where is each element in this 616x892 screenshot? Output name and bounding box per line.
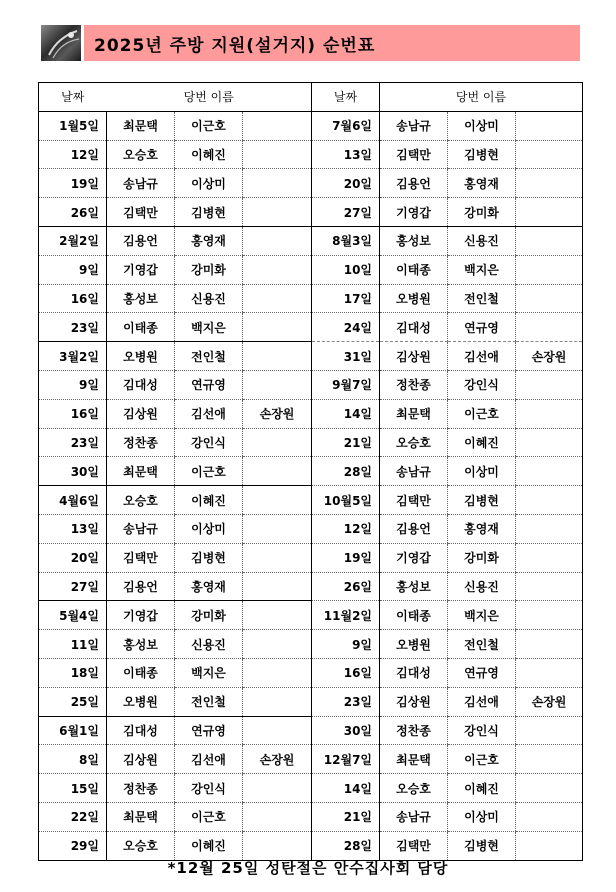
name-cell: 이태종 bbox=[380, 601, 448, 630]
header-date-left: 날짜 bbox=[39, 83, 107, 112]
name-cell: 기영갑 bbox=[380, 198, 448, 227]
name-cell: 김상원 bbox=[107, 399, 175, 428]
name-cell: 정찬종 bbox=[107, 428, 175, 457]
name-cell: 강미화 bbox=[175, 601, 243, 630]
header-names-right: 당번 이름 bbox=[380, 83, 583, 112]
table-row bbox=[39, 745, 583, 774]
name-cell: 최문택 bbox=[380, 745, 448, 774]
name-cell bbox=[516, 572, 583, 601]
name-cell: 강미화 bbox=[175, 255, 243, 284]
name-cell: 이상미 bbox=[175, 169, 243, 198]
name-cell bbox=[516, 399, 583, 428]
name-cell: 정찬종 bbox=[380, 716, 448, 745]
date-cell: 23일 bbox=[312, 687, 380, 716]
name-cell bbox=[243, 313, 312, 342]
name-cell bbox=[243, 226, 312, 255]
date-cell: 10일 bbox=[312, 255, 380, 284]
table-row bbox=[39, 831, 583, 860]
name-cell: 강인식 bbox=[175, 428, 243, 457]
name-cell: 이혜진 bbox=[175, 831, 243, 860]
name-cell bbox=[516, 630, 583, 659]
name-cell bbox=[516, 313, 583, 342]
name-cell bbox=[243, 428, 312, 457]
name-cell: 최문택 bbox=[380, 399, 448, 428]
logo-image bbox=[41, 25, 81, 61]
date-cell: 21일 bbox=[312, 802, 380, 831]
name-cell: 강인식 bbox=[448, 370, 516, 399]
date-cell: 19일 bbox=[39, 169, 107, 198]
name-cell: 김택만 bbox=[380, 831, 448, 860]
date-cell: 12일 bbox=[312, 514, 380, 543]
name-cell bbox=[516, 774, 583, 803]
name-cell: 전인철 bbox=[448, 630, 516, 659]
header-date-right: 날짜 bbox=[312, 83, 380, 112]
date-cell: 30일 bbox=[39, 457, 107, 486]
name-cell bbox=[243, 716, 312, 745]
name-cell bbox=[243, 457, 312, 486]
header-names-left: 당번 이름 bbox=[107, 83, 312, 112]
name-cell bbox=[516, 198, 583, 227]
name-cell bbox=[516, 543, 583, 572]
table-row bbox=[39, 226, 583, 255]
date-cell: 16일 bbox=[312, 658, 380, 687]
name-cell bbox=[516, 284, 583, 313]
table-row bbox=[39, 658, 583, 687]
date-cell: 19일 bbox=[312, 543, 380, 572]
name-cell: 전인철 bbox=[175, 342, 243, 371]
name-cell: 오승호 bbox=[107, 486, 175, 515]
name-cell: 송남규 bbox=[107, 514, 175, 543]
date-cell: 28일 bbox=[312, 457, 380, 486]
name-cell: 김선애 bbox=[448, 687, 516, 716]
table-row bbox=[39, 716, 583, 745]
name-cell: 오병원 bbox=[107, 342, 175, 371]
name-cell: 이혜진 bbox=[448, 428, 516, 457]
name-cell: 백지은 bbox=[448, 601, 516, 630]
table-row bbox=[39, 399, 583, 428]
table-row bbox=[39, 198, 583, 227]
table-row bbox=[39, 428, 583, 457]
name-cell: 송남규 bbox=[380, 111, 448, 140]
name-cell: 백지은 bbox=[175, 313, 243, 342]
schedule-table bbox=[38, 82, 583, 861]
name-cell: 강미화 bbox=[448, 198, 516, 227]
name-cell: 홍성보 bbox=[380, 572, 448, 601]
name-cell: 기영갑 bbox=[107, 255, 175, 284]
name-cell: 송남규 bbox=[380, 457, 448, 486]
table-row bbox=[39, 486, 583, 515]
date-cell: 23일 bbox=[39, 313, 107, 342]
name-cell bbox=[243, 658, 312, 687]
name-cell: 백지은 bbox=[175, 658, 243, 687]
date-cell: 13일 bbox=[312, 140, 380, 169]
name-cell bbox=[243, 774, 312, 803]
name-cell: 김상원 bbox=[380, 687, 448, 716]
name-cell: 김택만 bbox=[380, 486, 448, 515]
name-cell: 김대성 bbox=[107, 370, 175, 399]
name-cell: 전인철 bbox=[175, 687, 243, 716]
name-cell: 손장원 bbox=[516, 687, 583, 716]
name-cell: 신용진 bbox=[175, 284, 243, 313]
name-cell: 오승호 bbox=[107, 831, 175, 860]
name-cell bbox=[516, 370, 583, 399]
name-cell: 김병현 bbox=[448, 831, 516, 860]
name-cell: 홍영재 bbox=[175, 572, 243, 601]
name-cell: 김용언 bbox=[107, 226, 175, 255]
date-cell: 23일 bbox=[39, 428, 107, 457]
name-cell: 정찬종 bbox=[107, 774, 175, 803]
name-cell: 연규영 bbox=[175, 370, 243, 399]
name-cell bbox=[243, 342, 312, 371]
title-bar bbox=[84, 25, 580, 61]
name-cell: 김용언 bbox=[380, 514, 448, 543]
name-cell: 이상미 bbox=[448, 457, 516, 486]
name-cell: 신용진 bbox=[448, 226, 516, 255]
name-cell bbox=[243, 543, 312, 572]
name-cell: 이혜진 bbox=[448, 774, 516, 803]
name-cell: 이태종 bbox=[380, 255, 448, 284]
name-cell bbox=[516, 745, 583, 774]
date-cell: 8일 bbox=[39, 745, 107, 774]
name-cell: 홍성보 bbox=[380, 226, 448, 255]
date-cell: 7월6일 bbox=[312, 111, 380, 140]
date-cell: 27일 bbox=[39, 572, 107, 601]
name-cell bbox=[243, 198, 312, 227]
date-cell: 9일 bbox=[39, 370, 107, 399]
name-cell: 김상원 bbox=[380, 342, 448, 371]
name-cell bbox=[516, 226, 583, 255]
date-cell: 14일 bbox=[312, 399, 380, 428]
name-cell bbox=[516, 428, 583, 457]
table-row bbox=[39, 255, 583, 284]
date-cell: 8월3일 bbox=[312, 226, 380, 255]
name-cell: 연규영 bbox=[175, 716, 243, 745]
name-cell: 백지은 bbox=[448, 255, 516, 284]
name-cell: 오승호 bbox=[380, 428, 448, 457]
date-cell: 27일 bbox=[312, 198, 380, 227]
name-cell: 연규영 bbox=[448, 658, 516, 687]
name-cell: 이상미 bbox=[448, 111, 516, 140]
table-row bbox=[39, 630, 583, 659]
name-cell bbox=[243, 370, 312, 399]
name-cell bbox=[516, 802, 583, 831]
name-cell bbox=[516, 601, 583, 630]
name-cell: 김용언 bbox=[107, 572, 175, 601]
name-cell bbox=[243, 630, 312, 659]
table-row bbox=[39, 313, 583, 342]
name-cell: 손장원 bbox=[243, 399, 312, 428]
date-cell: 16일 bbox=[39, 284, 107, 313]
date-cell: 3월2일 bbox=[39, 342, 107, 371]
date-cell: 13일 bbox=[39, 514, 107, 543]
name-cell: 김병현 bbox=[448, 140, 516, 169]
date-cell: 25일 bbox=[39, 687, 107, 716]
date-cell: 26일 bbox=[39, 198, 107, 227]
date-cell: 11일 bbox=[39, 630, 107, 659]
table-row bbox=[39, 601, 583, 630]
name-cell: 기영갑 bbox=[380, 543, 448, 572]
table-row bbox=[39, 111, 583, 140]
name-cell bbox=[516, 255, 583, 284]
table-row bbox=[39, 370, 583, 399]
name-cell: 손장원 bbox=[243, 745, 312, 774]
name-cell: 홍성보 bbox=[107, 630, 175, 659]
name-cell bbox=[516, 111, 583, 140]
page-title: 2025년 주방 지원(설거지) 순번표 bbox=[94, 35, 376, 56]
table-row bbox=[39, 342, 583, 371]
table-row bbox=[39, 802, 583, 831]
name-cell: 송남규 bbox=[107, 169, 175, 198]
name-cell: 전인철 bbox=[448, 284, 516, 313]
name-cell bbox=[243, 831, 312, 860]
name-cell bbox=[243, 514, 312, 543]
name-cell bbox=[243, 802, 312, 831]
name-cell: 김택만 bbox=[107, 543, 175, 572]
date-cell: 14일 bbox=[312, 774, 380, 803]
name-cell bbox=[243, 111, 312, 140]
name-cell: 홍영재 bbox=[175, 226, 243, 255]
table-row bbox=[39, 140, 583, 169]
table-row bbox=[39, 284, 583, 313]
name-cell: 김선애 bbox=[175, 745, 243, 774]
date-cell: 29일 bbox=[39, 831, 107, 860]
name-cell: 정찬종 bbox=[380, 370, 448, 399]
date-cell: 20일 bbox=[312, 169, 380, 198]
date-cell: 28일 bbox=[312, 831, 380, 860]
name-cell: 최문택 bbox=[107, 111, 175, 140]
date-cell: 12일 bbox=[39, 140, 107, 169]
name-cell: 오병원 bbox=[107, 687, 175, 716]
table-row bbox=[39, 457, 583, 486]
date-cell: 9일 bbox=[39, 255, 107, 284]
name-cell: 홍영재 bbox=[448, 514, 516, 543]
name-cell: 홍성보 bbox=[107, 284, 175, 313]
name-cell: 송남규 bbox=[380, 802, 448, 831]
name-cell: 오병원 bbox=[380, 284, 448, 313]
name-cell bbox=[516, 140, 583, 169]
header-row bbox=[39, 83, 583, 112]
name-cell: 이근호 bbox=[175, 802, 243, 831]
table-row bbox=[39, 687, 583, 716]
date-cell: 2월2일 bbox=[39, 226, 107, 255]
name-cell: 김상원 bbox=[107, 745, 175, 774]
name-cell: 이태종 bbox=[107, 658, 175, 687]
date-cell: 12월7일 bbox=[312, 745, 380, 774]
table-row bbox=[39, 572, 583, 601]
name-cell: 이근호 bbox=[448, 745, 516, 774]
name-cell: 최문택 bbox=[107, 802, 175, 831]
name-cell bbox=[243, 169, 312, 198]
name-cell: 김대성 bbox=[380, 313, 448, 342]
name-cell: 김용언 bbox=[380, 169, 448, 198]
date-cell: 9일 bbox=[312, 630, 380, 659]
table-row bbox=[39, 514, 583, 543]
name-cell: 김택만 bbox=[380, 140, 448, 169]
name-cell: 김택만 bbox=[107, 198, 175, 227]
name-cell: 신용진 bbox=[175, 630, 243, 659]
name-cell: 이혜진 bbox=[175, 140, 243, 169]
date-cell: 6월1일 bbox=[39, 716, 107, 745]
name-cell: 신용진 bbox=[448, 572, 516, 601]
date-cell: 24일 bbox=[312, 313, 380, 342]
date-cell: 4월6일 bbox=[39, 486, 107, 515]
name-cell bbox=[243, 284, 312, 313]
name-cell bbox=[243, 687, 312, 716]
name-cell: 이혜진 bbox=[175, 486, 243, 515]
name-cell: 강인식 bbox=[448, 716, 516, 745]
name-cell: 이상미 bbox=[448, 802, 516, 831]
name-cell bbox=[516, 831, 583, 860]
name-cell bbox=[243, 601, 312, 630]
name-cell: 김대성 bbox=[380, 658, 448, 687]
name-cell: 김선애 bbox=[448, 342, 516, 371]
name-cell bbox=[516, 514, 583, 543]
table-row bbox=[39, 774, 583, 803]
name-cell: 오승호 bbox=[107, 140, 175, 169]
name-cell: 이근호 bbox=[175, 457, 243, 486]
date-cell: 18일 bbox=[39, 658, 107, 687]
name-cell: 최문택 bbox=[107, 457, 175, 486]
date-cell: 15일 bbox=[39, 774, 107, 803]
name-cell bbox=[516, 486, 583, 515]
date-cell: 17일 bbox=[312, 284, 380, 313]
date-cell: 10월5일 bbox=[312, 486, 380, 515]
date-cell: 21일 bbox=[312, 428, 380, 457]
name-cell bbox=[243, 572, 312, 601]
table-row bbox=[39, 169, 583, 198]
name-cell: 이상미 bbox=[175, 514, 243, 543]
name-cell bbox=[243, 486, 312, 515]
name-cell: 김병현 bbox=[175, 198, 243, 227]
name-cell bbox=[516, 457, 583, 486]
date-cell: 26일 bbox=[312, 572, 380, 601]
table-row bbox=[39, 543, 583, 572]
name-cell: 기영갑 bbox=[107, 601, 175, 630]
name-cell: 강미화 bbox=[448, 543, 516, 572]
name-cell: 김병현 bbox=[448, 486, 516, 515]
name-cell: 연규영 bbox=[448, 313, 516, 342]
name-cell: 손장원 bbox=[516, 342, 583, 371]
date-cell: 1월5일 bbox=[39, 111, 107, 140]
name-cell: 김대성 bbox=[107, 716, 175, 745]
name-cell: 강인식 bbox=[175, 774, 243, 803]
name-cell: 오승호 bbox=[380, 774, 448, 803]
date-cell: 5월4일 bbox=[39, 601, 107, 630]
name-cell bbox=[516, 169, 583, 198]
name-cell bbox=[516, 658, 583, 687]
date-cell: 22일 bbox=[39, 802, 107, 831]
name-cell: 오병원 bbox=[380, 630, 448, 659]
date-cell: 31일 bbox=[312, 342, 380, 371]
name-cell: 김선애 bbox=[175, 399, 243, 428]
name-cell: 홍영재 bbox=[448, 169, 516, 198]
name-cell: 이태종 bbox=[107, 313, 175, 342]
name-cell bbox=[243, 140, 312, 169]
name-cell: 이근호 bbox=[175, 111, 243, 140]
name-cell: 이근호 bbox=[448, 399, 516, 428]
footnote: *12월 25일 성탄절은 안수집사회 담당 bbox=[167, 859, 449, 877]
date-cell: 9월7일 bbox=[312, 370, 380, 399]
date-cell: 20일 bbox=[39, 543, 107, 572]
date-cell: 11월2일 bbox=[312, 601, 380, 630]
date-cell: 30일 bbox=[312, 716, 380, 745]
date-cell: 16일 bbox=[39, 399, 107, 428]
name-cell bbox=[516, 716, 583, 745]
name-cell: 김병현 bbox=[175, 543, 243, 572]
name-cell bbox=[243, 255, 312, 284]
